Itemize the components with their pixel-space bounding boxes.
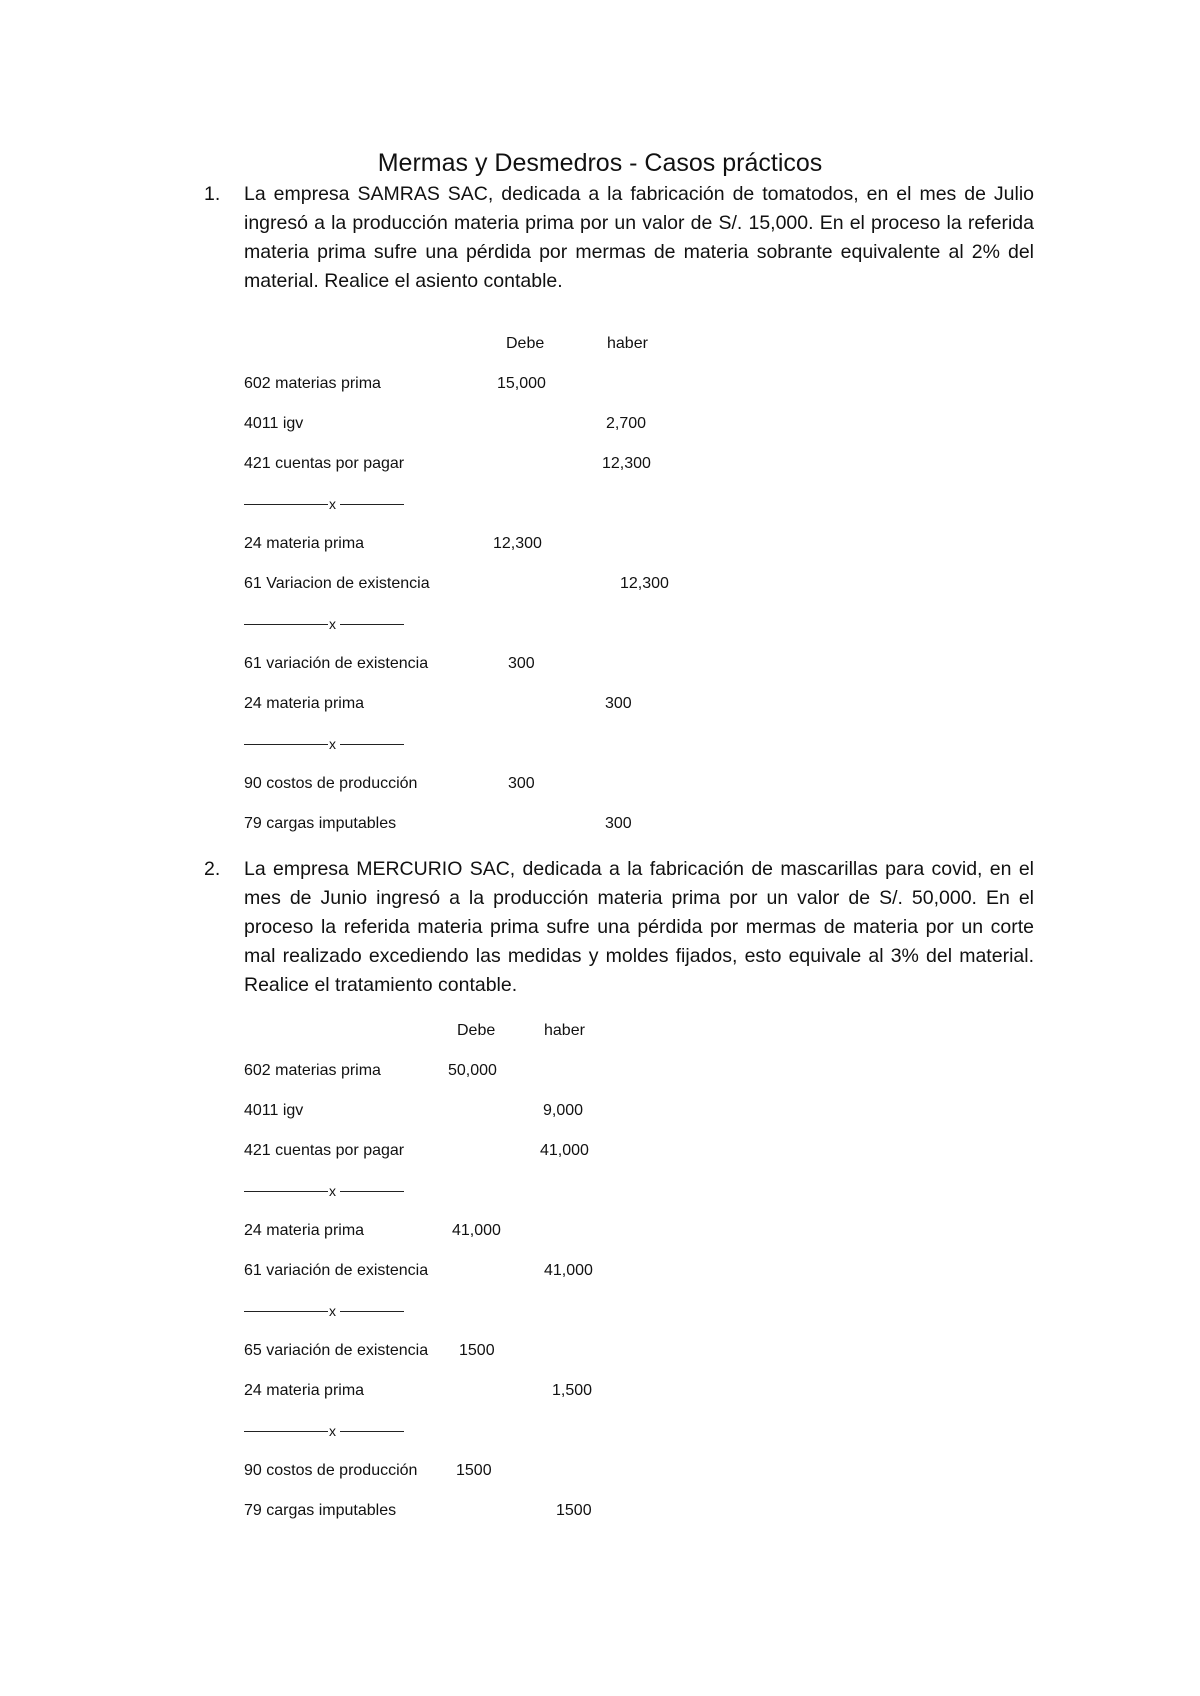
separator-mark: x: [329, 1303, 336, 1319]
debe-header: Debe: [506, 335, 545, 352]
ledger-row: [0, 1100, 1200, 1122]
account-name: 421 cuentas por pagar: [244, 1142, 405, 1159]
debe-amount: 41,000: [452, 1222, 501, 1239]
haber-amount: 1,500: [552, 1382, 593, 1399]
ledger-row: [0, 1380, 1200, 1402]
ledger-row: [0, 1460, 1200, 1482]
haber-amount: 12,300: [620, 575, 669, 592]
haber-amount: 1500: [556, 1502, 592, 1519]
account-name: 79 cargas imputables: [244, 815, 397, 832]
account-name: 602 materias prima: [244, 375, 381, 392]
debe-amount: 1500: [459, 1342, 495, 1359]
account-name: 24 materia prima: [244, 1222, 365, 1239]
separator-mark: x: [329, 1423, 336, 1439]
debe-amount: 50,000: [448, 1062, 497, 1079]
entry-separator: [244, 1300, 404, 1322]
account-name: 90 costos de producción: [244, 1462, 418, 1479]
ledger-row: [0, 533, 1200, 555]
haber-header: haber: [607, 335, 648, 352]
account-name: 24 materia prima: [244, 535, 365, 552]
ledger-row: [0, 1260, 1200, 1282]
separator-mark: x: [329, 496, 336, 512]
account-name: 24 materia prima: [244, 695, 365, 712]
entry-separator: [244, 613, 404, 635]
case-2-number: 2.: [204, 858, 221, 880]
account-name: 421 cuentas por pagar: [244, 455, 405, 472]
haber-amount: 41,000: [544, 1262, 593, 1279]
debe-header: Debe: [457, 1022, 496, 1039]
ledger-row: [0, 413, 1200, 435]
ledger-row: [0, 1060, 1200, 1082]
ledger-row: [0, 1220, 1200, 1242]
haber-amount: 2,700: [606, 415, 647, 432]
separator-mark: x: [329, 616, 336, 632]
account-name: 24 materia prima: [244, 1382, 365, 1399]
case-1-text: La empresa SAMRAS SAC, dedicada a la fabricación de tomatodos, en el mes de Julio ingresó a la producción materia prima por un valor de S/. 15,000. En el proceso la referida materia prima sufre una pérdida por mermas de materia sobrante equivalente al 2% del material. Realice el asiento contable.: [244, 183, 1034, 292]
haber-amount: 300: [605, 815, 632, 832]
entry-separator: [244, 733, 404, 755]
account-name: 4011 igv: [244, 415, 304, 432]
debe-amount: 300: [508, 775, 535, 792]
ledger-row: [0, 693, 1200, 715]
ledger-row: [0, 373, 1200, 395]
account-name: 65 variación de existencia: [244, 1342, 429, 1359]
entry-separator: [244, 493, 404, 515]
account-name: 79 cargas imputables: [244, 1502, 397, 1519]
entry-separator: [244, 1180, 404, 1202]
page-title: Mermas y Desmedros - Casos prácticos: [377, 149, 823, 177]
account-name: 602 materias prima: [244, 1062, 381, 1079]
account-name: 61 Variacion de existencia: [244, 575, 430, 592]
account-name: 61 variación de existencia: [244, 1262, 429, 1279]
case-1-number: 1.: [204, 183, 221, 205]
entry-separator: [244, 1420, 404, 1442]
ledger-row: [0, 653, 1200, 675]
ledger-row: [0, 573, 1200, 595]
separator-mark: x: [329, 736, 336, 752]
haber-amount: 300: [605, 695, 632, 712]
haber-amount: 9,000: [543, 1102, 584, 1119]
ledger-row: [0, 1340, 1200, 1362]
account-name: 4011 igv: [244, 1102, 304, 1119]
haber-header: haber: [544, 1022, 585, 1039]
ledger-row: [0, 813, 1200, 835]
debe-amount: 15,000: [497, 375, 546, 392]
haber-amount: 41,000: [540, 1142, 589, 1159]
haber-amount: 12,300: [602, 455, 651, 472]
ledger-row: [0, 453, 1200, 475]
debe-amount: 300: [508, 655, 535, 672]
debe-amount: 12,300: [493, 535, 542, 552]
debe-amount: 1500: [456, 1462, 492, 1479]
case-1-header: [0, 333, 1200, 355]
case-2-text: La empresa MERCURIO SAC, dedicada a la fabricación de mascarillas para covid, en el mes de Junio ingresó a la producción materia prima por un valor de S/. 50,000. En el proceso la referida materia prima sufre una pérdida por mermas de materia por un corte mal realizado excediendo las medidas y moldes fijados, esto equivale al 3% del material. Realice el tratamiento contable.: [244, 858, 1034, 996]
ledger-row: [0, 1140, 1200, 1162]
account-name: 90 costos de producción: [244, 775, 418, 792]
account-name: 61 variación de existencia: [244, 655, 429, 672]
case-2-header: [0, 1020, 1200, 1042]
ledger-row: [0, 773, 1200, 795]
ledger-row: [0, 1500, 1200, 1522]
separator-mark: x: [329, 1183, 336, 1199]
